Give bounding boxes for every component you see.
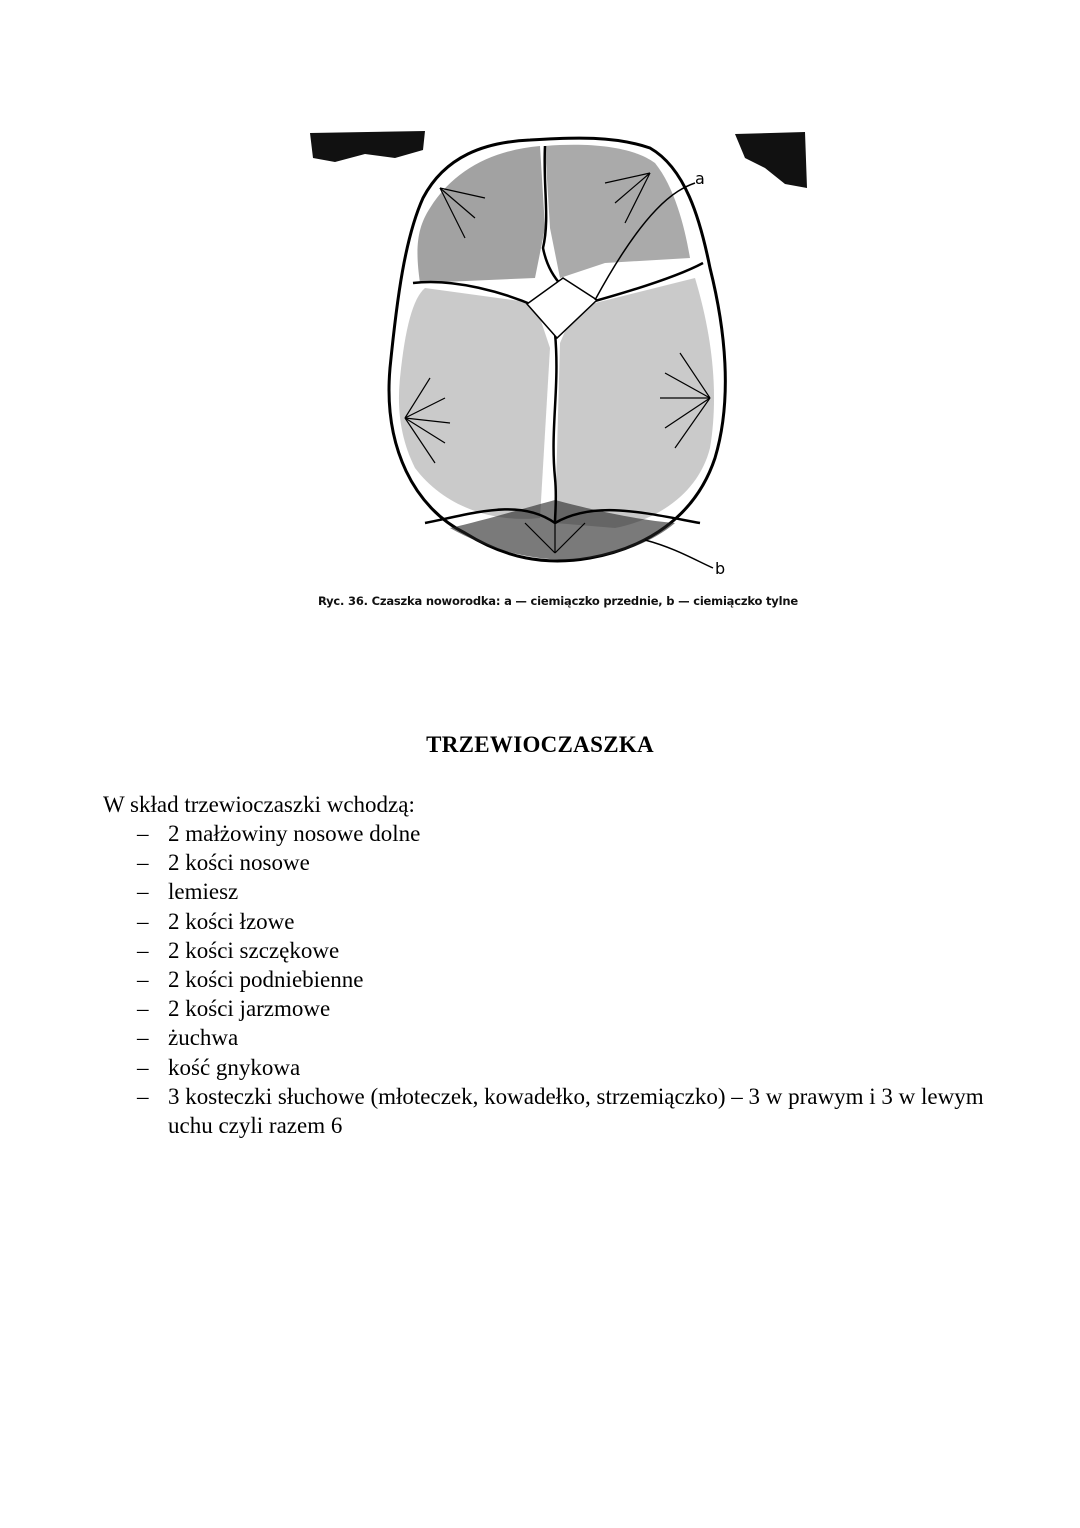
list-item (137, 936, 987, 965)
list-item-text: 2 kości jarzmowe (168, 996, 331, 1022)
frontal-bone-left (417, 146, 545, 283)
list-item (137, 1053, 987, 1082)
dash-bullet: – (137, 937, 149, 963)
list-item (137, 994, 987, 1023)
newborn-skull-illustration (305, 128, 810, 590)
list-item (137, 848, 987, 877)
list-item (137, 965, 987, 994)
list-item (137, 877, 987, 906)
list-item-text: lemiesz (168, 879, 239, 905)
list-item (137, 819, 987, 848)
dash-bullet: – (137, 1025, 149, 1051)
scan-artifact-top-right (735, 132, 807, 188)
list-item-text: 3 kosteczki słuchowe (młoteczek, kowadełko, strzemiączko) – 3 w prawym i 3 w lewym uchu czyli razem 6 (168, 1083, 984, 1139)
leader-line-b (645, 540, 713, 568)
list-item-text: 2 małżowiny nosowe dolne (168, 821, 421, 846)
skull-figure (305, 128, 810, 590)
section-heading: TRZEWIOCZASZKA (426, 732, 654, 757)
dash-bullet: – (137, 879, 149, 905)
dash-bullet: – (137, 1054, 149, 1080)
list-item (137, 907, 987, 936)
dash-bullet: – (137, 996, 149, 1022)
bone-list (137, 819, 987, 1140)
list-item-text: 2 kości łzowe (168, 908, 295, 934)
list-item-text: żuchwa (168, 1025, 239, 1051)
label-b: b (715, 559, 726, 578)
scan-artifact-top-left (310, 131, 425, 162)
dash-bullet: – (137, 1083, 149, 1109)
dash-bullet: – (137, 850, 149, 876)
list-item-text: kość gnykowa (168, 1054, 301, 1080)
dash-bullet: – (137, 908, 149, 934)
list-item (137, 1023, 987, 1052)
section-intro: W skład trzewioczaszki wchodzą: (103, 792, 415, 817)
label-a: a (695, 169, 705, 188)
dash-bullet: – (137, 967, 149, 993)
figure-caption: Ryc. 36. Czaszka noworodka: a — ciemiączko przednie, b — ciemiączko tylne (318, 594, 798, 608)
dash-bullet: – (137, 821, 149, 846)
list-item (137, 1082, 987, 1140)
list-item-text: 2 kości podniebienne (168, 967, 364, 993)
list-item-text: 2 kości szczękowe (168, 937, 340, 963)
list-item-text: 2 kości nosowe (168, 850, 310, 876)
